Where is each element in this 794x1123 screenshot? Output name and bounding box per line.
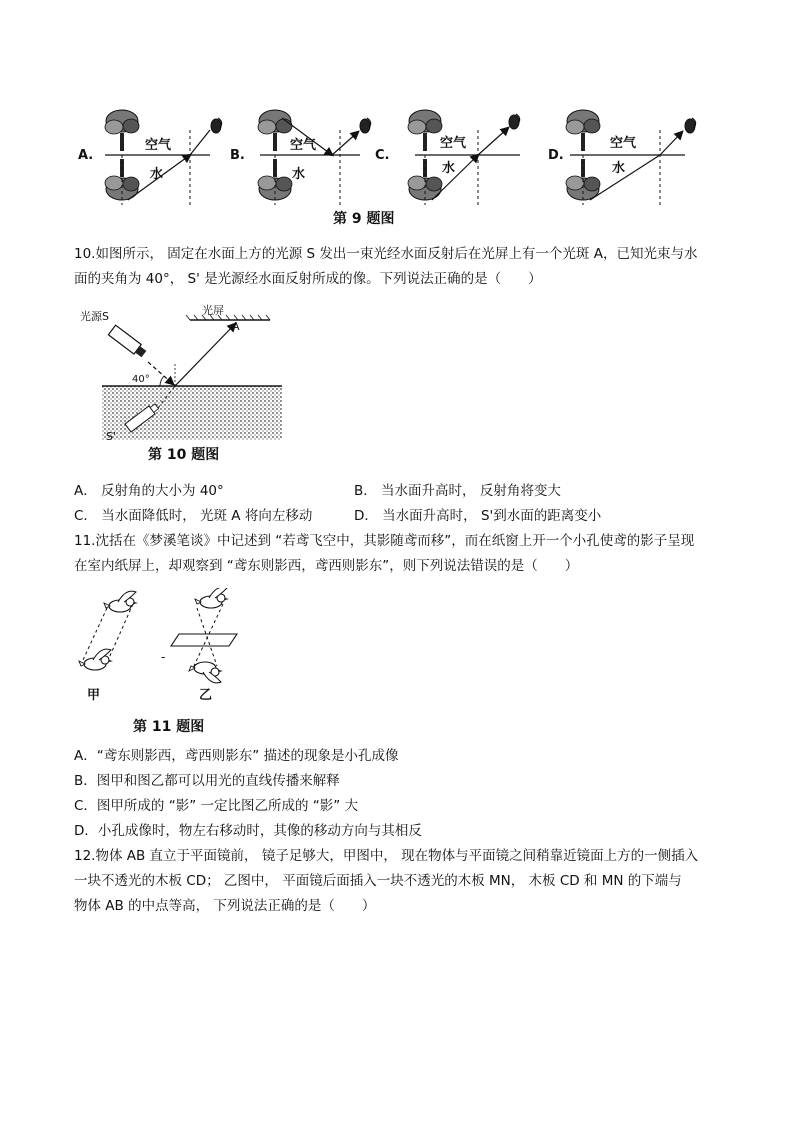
panel-d-water-label: 水 — [612, 161, 626, 176]
q10-option-b: B． 当水面升高时， 反射角将变大 — [354, 483, 561, 499]
q11-option-a: A．“鸢东则影西，鸢西则影东” 描述的现象是小孔成像 — [74, 748, 399, 764]
q10-stem-line1: 10.如图所示， 固定在水面上方的光源 S 发出一束光经水面反射后在光屏上有一个光斑 A，已知光束与水 — [74, 246, 698, 262]
figure-11-diagram — [75, 588, 255, 708]
panel-d-air-label: 空气 — [610, 136, 637, 151]
label-jia: 甲 — [87, 688, 101, 703]
panel-c-water-label: 水 — [442, 161, 456, 176]
figure-11-right-panel — [171, 588, 237, 683]
q12-stem-line2: 一块不透光的木板 CD； 乙图中， 平面镜后面插入一块不透光的木板 MN， 木板 CD 和 MN 的下端与 — [74, 873, 682, 889]
panel-a-water-label: 水 — [150, 167, 164, 182]
figure-10-diagram — [80, 300, 290, 440]
figure-10-caption: 第 10 题图 — [148, 447, 220, 463]
q11-stem-line2: 在室内纸屏上，却观察到 “鸢东则影西，鸢西则影东”，则下列说法错误的是（ ） — [74, 558, 579, 574]
image-source-label: S' — [106, 430, 117, 443]
figure-9-panel-c — [408, 110, 520, 205]
q10-option-d: D． 当水面升高时， S'到水面的距离变小 — [354, 508, 602, 524]
figure-11-caption: 第 11 题图 — [133, 719, 205, 735]
figure-9-panel-b — [258, 110, 371, 205]
panel-b-letter: B. — [230, 148, 245, 163]
figure-11-dash: - — [161, 650, 166, 664]
panel-a-air-label: 空气 — [145, 138, 172, 153]
q10-option-c: C． 当水面降低时， 光斑 A 将向左移动 — [74, 508, 313, 524]
panel-c-air-label: 空气 — [440, 136, 467, 151]
figure-9-panel-d — [566, 110, 696, 205]
q11-option-b: B．图甲和图乙都可以用光的直线传播来解释 — [74, 773, 340, 789]
figure-11 — [75, 588, 255, 708]
q11-option-c: C．图甲所成的 “影” 一定比图乙所成的 “影” 大 — [74, 798, 359, 814]
screen-label: 光屏 — [202, 304, 224, 317]
figure-9-panel-a — [105, 110, 222, 205]
panel-b-water-label: 水 — [292, 167, 306, 182]
q10-stem-line2: 面的夹角为 40°， S' 是光源经水面反射所成的像。下列说法正确的是（ ） — [74, 271, 542, 287]
q11-stem-line1: 11.沈括在《梦溪笔谈》中记述到 “若鸢飞空中，其影随鸢而移”，而在纸窗上开一个小孔使鸢的影子呈现 — [74, 533, 695, 549]
q10-option-a: A． 反射角的大小为 40° — [74, 483, 224, 499]
figure-11-left-panel — [79, 591, 138, 670]
spot-a-label: A — [232, 320, 240, 333]
light-source-label: 光源S — [80, 310, 109, 323]
q12-stem-line1: 12.物体 AB 直立于平面镜前， 镜子足够大，甲图中， 现在物体与平面镜之间稍靠近镜面上方的一侧插入 — [74, 848, 699, 864]
q12-stem-line3: 物体 AB 的中点等高， 下列说法正确的是（ ） — [74, 898, 376, 914]
figure-9-caption: 第 9 题图 — [333, 211, 395, 227]
label-yi: 乙 — [199, 688, 213, 703]
q11-option-d: D．小孔成像时，物左右移动时，其像的移动方向与其相反 — [74, 823, 422, 839]
panel-a-letter: A. — [78, 148, 94, 163]
panel-d-letter: D. — [548, 148, 564, 163]
panel-b-air-label: 空气 — [290, 138, 317, 153]
panel-c-letter: C. — [375, 148, 390, 163]
angle-label: 40° — [132, 374, 150, 385]
